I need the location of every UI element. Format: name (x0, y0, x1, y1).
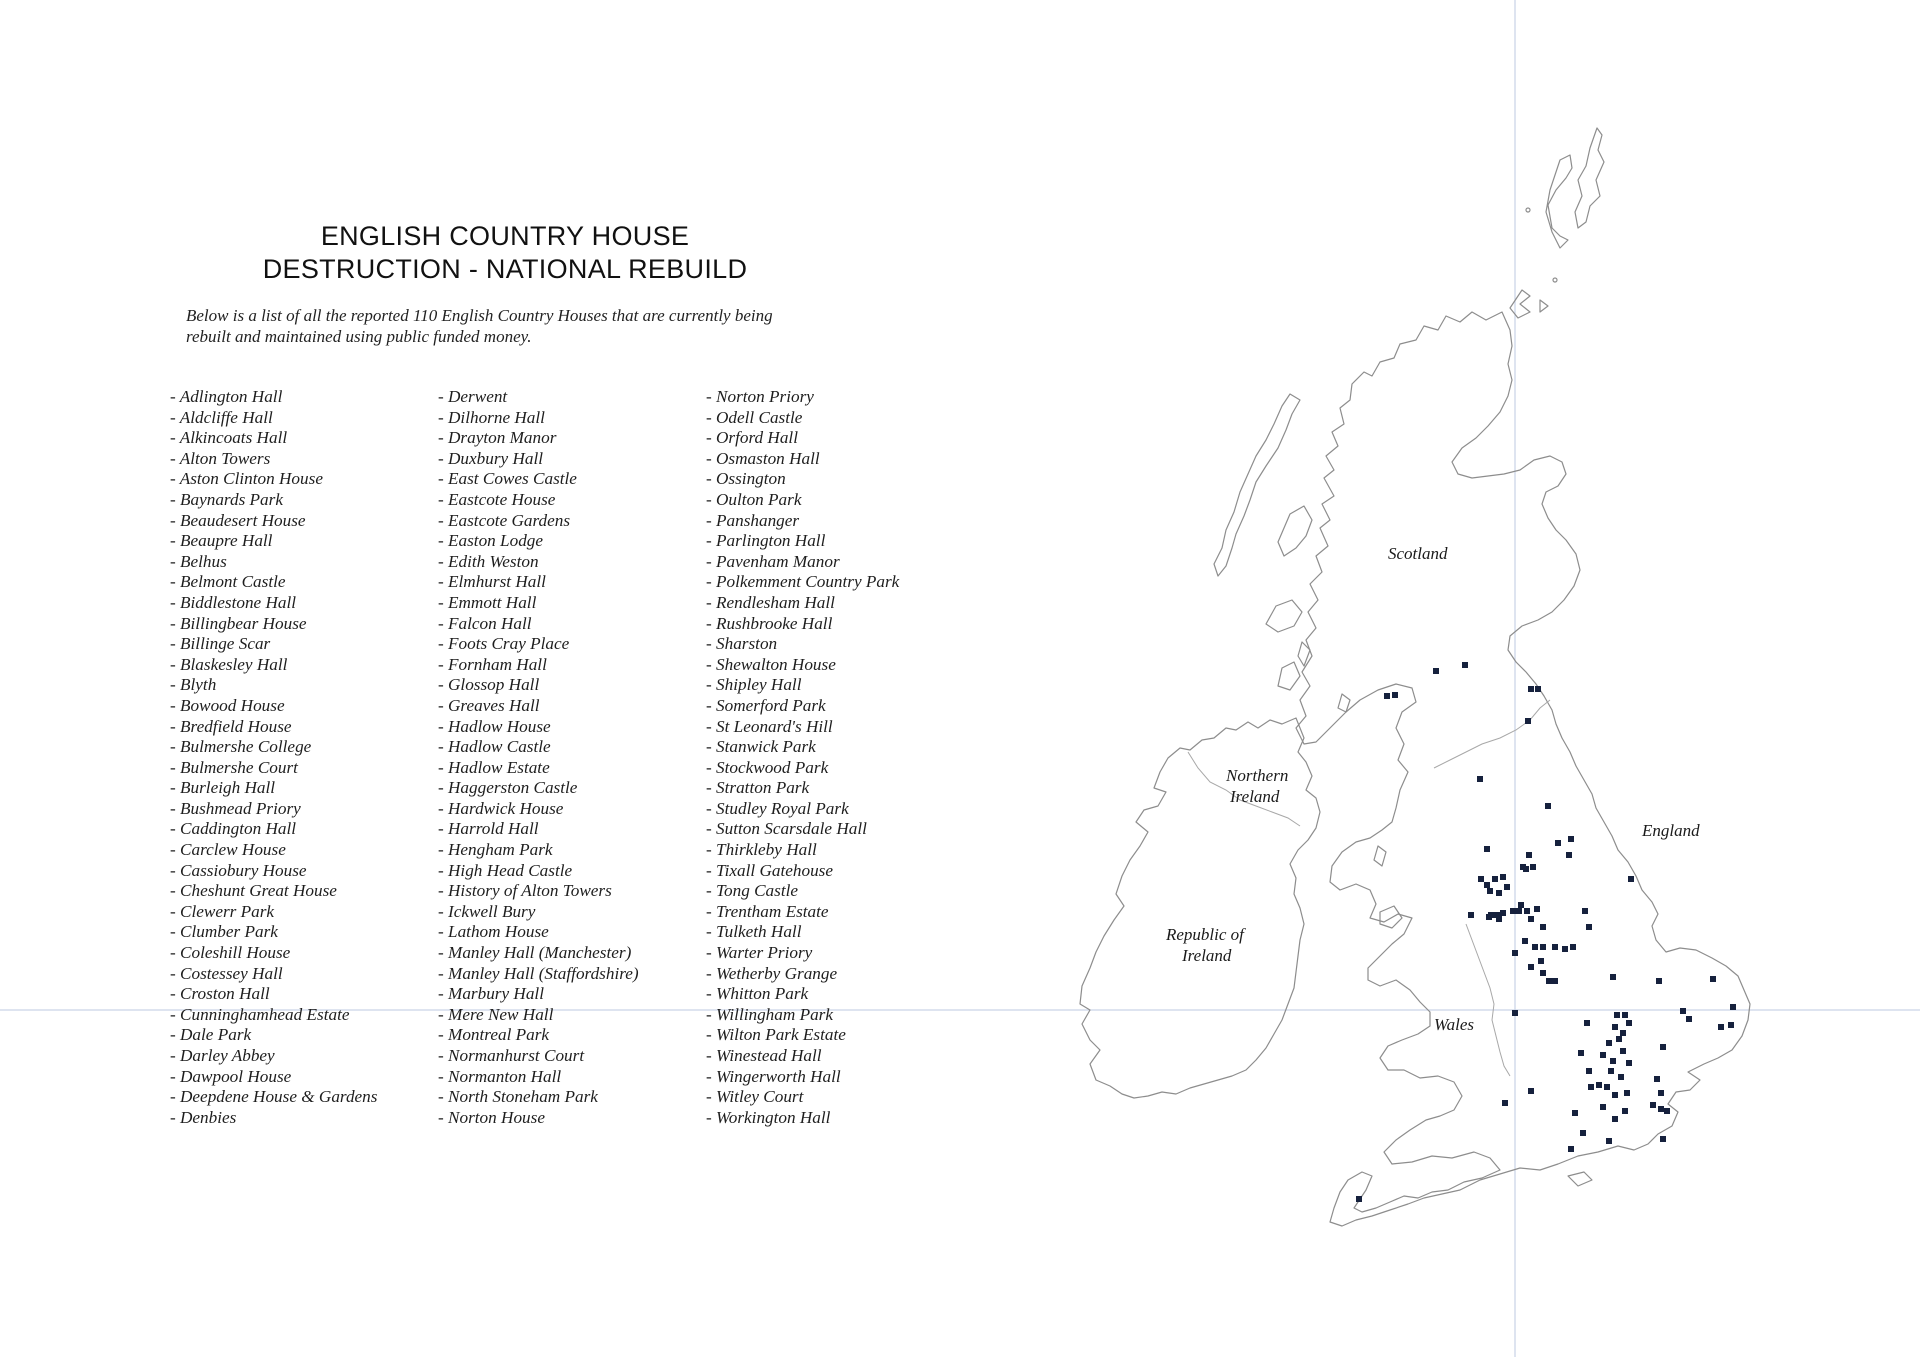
list-item: - Greaves Hall (438, 695, 540, 715)
list-item: - Norton Priory (706, 387, 814, 406)
house-marker (1487, 888, 1493, 894)
house-marker (1658, 1106, 1664, 1112)
label-republic-line1: Republic of (1166, 925, 1244, 944)
house-marker (1656, 978, 1662, 984)
house-marker (1578, 1050, 1584, 1056)
list-item: - Falcon Hall (438, 613, 532, 633)
house-marker (1628, 876, 1634, 882)
house-marker (1535, 686, 1541, 692)
list-item: - Costessey Hall (170, 963, 283, 983)
list-item: - Dale Park (170, 1025, 252, 1045)
house-marker (1600, 1052, 1606, 1058)
anglesey-outline (1380, 906, 1402, 928)
list-item: - Elmhurst Hall (438, 572, 546, 592)
house-marker (1572, 1110, 1578, 1116)
house-marker (1516, 908, 1522, 914)
label-scotland: Scotland (1388, 544, 1448, 563)
list-item: - Warter Priory (706, 943, 813, 963)
list-item: - Rendlesham Hall (706, 592, 835, 612)
list-item: - Mere New Hall (438, 1004, 554, 1024)
house-marker (1620, 1030, 1626, 1036)
house-marker (1496, 890, 1502, 896)
house-marker (1528, 964, 1534, 970)
list-item: - Easton Lodge (438, 531, 544, 551)
mull-outline (1266, 600, 1302, 632)
list-item: - North Stoneham Park (438, 1087, 598, 1107)
list-item: - Studley Royal Park (706, 798, 849, 818)
house-marker (1512, 950, 1518, 956)
house-marker (1523, 866, 1529, 872)
list-item: - Biddlestone Hall (170, 592, 297, 612)
list-item: - Bowood House (170, 695, 285, 715)
islay-outline (1278, 662, 1300, 690)
list-item: - Fornham Hall (438, 654, 547, 674)
house-marker (1484, 882, 1490, 888)
list-item: - Trentham Estate (706, 901, 829, 921)
list-item: - Baynards Park (170, 489, 283, 509)
house-marker (1622, 1108, 1628, 1114)
list-item: - Hadlow House (438, 716, 551, 736)
house-marker (1586, 924, 1592, 930)
house-marker (1486, 914, 1492, 920)
house-marker (1492, 876, 1498, 882)
list-item: - Beaupre Hall (170, 531, 273, 551)
list-item: - Blaskesley Hall (170, 654, 288, 674)
house-marker (1496, 916, 1502, 922)
list-item: - Bulmershe College (170, 737, 312, 757)
house-marker (1512, 1010, 1518, 1016)
list-item: - Bushmead Priory (170, 798, 301, 818)
list-item: - Lathom House (438, 922, 549, 942)
house-marker (1610, 1058, 1616, 1064)
shetland-islet-outline (1546, 155, 1572, 248)
house-marker (1518, 902, 1524, 908)
list-item: - Shipley Hall (706, 675, 802, 695)
list-item: - Adlington Hall (170, 387, 283, 406)
house-marker (1718, 1024, 1724, 1030)
list-item: - Billingbear House (170, 613, 307, 633)
list-item: - Shewalton House (706, 654, 836, 674)
list-item: - Hengham Park (438, 840, 553, 860)
house-marker (1384, 693, 1390, 699)
house-marker (1500, 910, 1506, 916)
list-item: - Drayton Manor (438, 428, 557, 448)
fair-isle-outline (1553, 278, 1557, 282)
list-item: - Stanwick Park (706, 737, 816, 757)
list-item: - Wilton Park Estate (706, 1025, 846, 1045)
house-marker (1624, 1090, 1630, 1096)
list-item: - Eastcote House (438, 489, 556, 509)
list-item: - Marbury Hall (438, 984, 544, 1004)
house-marker (1606, 1040, 1612, 1046)
list-item: - Parlington Hall (706, 531, 826, 551)
list-item: - Blyth (170, 675, 217, 695)
list-item: - Harrold Hall (438, 819, 539, 839)
house-marker (1626, 1060, 1632, 1066)
list-item: - East Cowes Castle (438, 469, 577, 489)
scotland-england-border (1434, 700, 1550, 768)
house-marker (1528, 1088, 1534, 1094)
list-item: - Darley Abbey (170, 1046, 275, 1065)
intro-line-1: Below is a list of all the reported 110 English Country Houses that are currently being (186, 306, 773, 325)
list-item: - Alton Towers (170, 448, 271, 468)
house-marker (1614, 1012, 1620, 1018)
list-item: - Hadlow Estate (438, 757, 550, 777)
foula-outline (1526, 208, 1530, 212)
house-marker (1680, 1008, 1686, 1014)
house-marker (1468, 912, 1474, 918)
title-line-2: DESTRUCTION - NATIONAL REBUILD (262, 254, 748, 284)
list-item: - Normanhurst Court (438, 1046, 585, 1065)
house-marker (1546, 978, 1552, 984)
house-marker (1686, 1016, 1692, 1022)
list-item: - Derwent (438, 387, 508, 406)
isle-of-wight-outline (1568, 1172, 1592, 1186)
list-item: - Cassiobury House (170, 860, 307, 880)
list-item: - Caddington Hall (170, 819, 297, 839)
house-marker (1530, 864, 1536, 870)
house-marker (1568, 836, 1574, 842)
house-marker (1600, 1104, 1606, 1110)
list-item: - Thirkleby Hall (706, 840, 817, 860)
house-marker (1552, 978, 1558, 984)
list-item: - Duxbury Hall (438, 448, 544, 468)
house-marker (1534, 906, 1540, 912)
list-item: - Burleigh Hall (170, 778, 276, 798)
england-wales-border (1466, 924, 1510, 1076)
house-marker (1664, 1108, 1670, 1114)
list-item: - Clumber Park (170, 922, 278, 942)
house-marker (1528, 686, 1534, 692)
list-item: - Belhus (170, 551, 227, 571)
list-item: - Glossop Hall (438, 675, 540, 695)
house-marker (1538, 958, 1544, 964)
list-item: - Hardwick House (438, 798, 564, 818)
list-item: - Sharston (706, 634, 778, 654)
house-marker (1540, 944, 1546, 950)
house-marker (1552, 944, 1558, 950)
house-list-column-3 (706, 387, 966, 1128)
list-item: - Sutton Scarsdale Hall (706, 819, 867, 839)
list-item: - Workington Hall (706, 1107, 831, 1127)
list-item: - Willingham Park (706, 1004, 833, 1024)
house-marker (1524, 908, 1530, 914)
outer-hebrides-outline (1214, 394, 1300, 576)
house-marker (1566, 852, 1572, 858)
house-marker (1510, 908, 1516, 914)
list-item: - Eastcote Gardens (438, 510, 571, 530)
house-marker (1502, 1100, 1508, 1106)
list-item: - Wetherby Grange (706, 963, 838, 983)
house-marker (1522, 938, 1528, 944)
house-marker (1612, 1024, 1618, 1030)
list-item: - Alkincoats Hall (170, 428, 288, 448)
house-marker (1568, 1146, 1574, 1152)
skye-outline (1278, 506, 1312, 556)
list-item: - Wingerworth Hall (706, 1066, 841, 1086)
house-list-column-2 (438, 387, 698, 1128)
list-item: - Deepdene House & Gardens (170, 1087, 378, 1107)
house-marker (1612, 1116, 1618, 1122)
house-marker (1540, 924, 1546, 930)
house-marker (1392, 692, 1398, 698)
list-item: - Cheshunt Great House (170, 881, 337, 901)
house-marker (1622, 1012, 1628, 1018)
house-marker (1356, 1196, 1362, 1202)
list-item: - Normanton Hall (438, 1066, 562, 1086)
intro-paragraph (186, 305, 866, 347)
list-item: - Pavenham Manor (706, 551, 840, 571)
house-marker (1586, 1068, 1592, 1074)
shetland-islands-outline (1575, 128, 1604, 228)
house-marker (1620, 1048, 1626, 1054)
house-marker (1580, 1130, 1586, 1136)
list-item: - Emmott Hall (438, 592, 537, 612)
house-marker (1433, 668, 1439, 674)
list-item: - Billinge Scar (170, 634, 271, 654)
list-item: - Haggerston Castle (438, 778, 578, 798)
list-item: - Cunninghamhead Estate (170, 1004, 350, 1024)
house-marker (1654, 1076, 1660, 1082)
house-marker (1545, 803, 1551, 809)
house-marker (1660, 1136, 1666, 1142)
list-item: - Ossington (706, 469, 786, 489)
house-marker (1626, 1020, 1632, 1026)
list-item: - Bulmershe Court (170, 757, 298, 777)
list-item: - Hadlow Castle (438, 737, 551, 757)
list-item: - Somerford Park (706, 695, 826, 715)
isle-of-man-outline (1374, 846, 1386, 866)
list-item: - Beaudesert House (170, 510, 306, 530)
house-marker (1728, 1022, 1734, 1028)
house-marker (1612, 1092, 1618, 1098)
list-item: - Oulton Park (706, 489, 802, 509)
house-marker (1606, 1138, 1612, 1144)
list-item: - Osmaston Hall (706, 448, 820, 468)
list-item: - Ickwell Bury (438, 901, 536, 921)
list-item: - Stockwood Park (706, 757, 829, 777)
list-item: - Montreal Park (438, 1025, 550, 1045)
list-item: - Winestead Hall (706, 1046, 822, 1065)
list-item: - Tulketh Hall (706, 922, 802, 942)
list-item: - Carclew House (170, 840, 286, 860)
intro-line-2: rebuilt and maintained using public funded money. (186, 327, 532, 346)
house-marker (1582, 908, 1588, 914)
house-marker (1528, 916, 1534, 922)
label-wales: Wales (1434, 1015, 1474, 1034)
house-marker (1500, 874, 1506, 880)
house-marker (1540, 970, 1546, 976)
arran-outline (1338, 694, 1350, 712)
house-marker (1584, 1020, 1590, 1026)
list-item: - Croston Hall (170, 984, 270, 1004)
list-item: - Rushbrooke Hall (706, 613, 833, 633)
house-marker (1484, 846, 1490, 852)
list-item: - History of Alton Towers (438, 881, 612, 901)
list-item: - Denbies (170, 1107, 237, 1127)
house-list-column-1 (170, 387, 430, 1128)
house-marker (1618, 1074, 1624, 1080)
label-northern-ireland-line1: Northern (1226, 766, 1289, 785)
list-item: - Whitton Park (706, 984, 809, 1004)
house-marker (1462, 662, 1468, 668)
house-marker (1532, 944, 1538, 950)
house-marker (1478, 876, 1484, 882)
house-marker (1526, 852, 1532, 858)
list-item: - Bredfield House (170, 716, 292, 736)
list-item: - Tong Castle (706, 881, 799, 901)
list-item: - Tixall Gatehouse (706, 860, 833, 880)
list-item: - Orford Hall (706, 428, 798, 448)
list-item: - Witley Court (706, 1087, 804, 1107)
list-item: - Aldcliffe Hall (170, 407, 273, 427)
page-title (180, 220, 830, 286)
house-marker (1477, 776, 1483, 782)
house-marker (1730, 1004, 1736, 1010)
title-line-1: ENGLISH COUNTRY HOUSE (320, 221, 690, 251)
list-item: - St Leonard's Hill (706, 716, 833, 736)
list-item: - Aston Clinton House (170, 469, 323, 489)
house-marker (1604, 1084, 1610, 1090)
house-marker (1504, 884, 1510, 890)
list-item: - Stratton Park (706, 778, 810, 798)
house-marker (1596, 1082, 1602, 1088)
orkney-islands-outline (1510, 290, 1548, 318)
label-northern-ireland-line2: Ireland (1230, 787, 1280, 806)
label-republic-line2: Ireland (1182, 946, 1232, 965)
list-item: - Belmont Castle (170, 572, 286, 592)
great-britain-outline (1296, 312, 1750, 1226)
list-item: - Manley Hall (Staffordshire) (438, 963, 639, 983)
list-item: - High Head Castle (438, 860, 573, 880)
house-marker (1658, 1090, 1664, 1096)
list-item: - Foots Cray Place (438, 634, 570, 654)
label-england: England (1642, 821, 1700, 840)
list-item: - Coleshill House (170, 943, 291, 963)
list-item: - Polkemment Country Park (706, 572, 900, 592)
house-marker (1650, 1102, 1656, 1108)
list-item: - Edith Weston (438, 551, 539, 571)
house-marker (1588, 1084, 1594, 1090)
house-marker (1610, 974, 1616, 980)
list-item: - Manley Hall (Manchester) (438, 943, 632, 963)
list-item: - Panshanger (706, 510, 800, 530)
list-item: - Clewerr Park (170, 901, 275, 921)
list-item: - Dawpool House (170, 1066, 292, 1086)
house-marker (1525, 718, 1531, 724)
list-item: - Odell Castle (706, 407, 803, 427)
house-marker (1562, 946, 1568, 952)
house-marker (1616, 1036, 1622, 1042)
list-item: - Dilhorne Hall (438, 407, 545, 427)
list-item: - Norton House (438, 1107, 545, 1127)
house-marker (1710, 976, 1716, 982)
house-markers (1356, 662, 1736, 1202)
house-marker (1570, 944, 1576, 950)
house-marker (1555, 840, 1561, 846)
house-marker (1660, 1044, 1666, 1050)
house-marker (1608, 1068, 1614, 1074)
